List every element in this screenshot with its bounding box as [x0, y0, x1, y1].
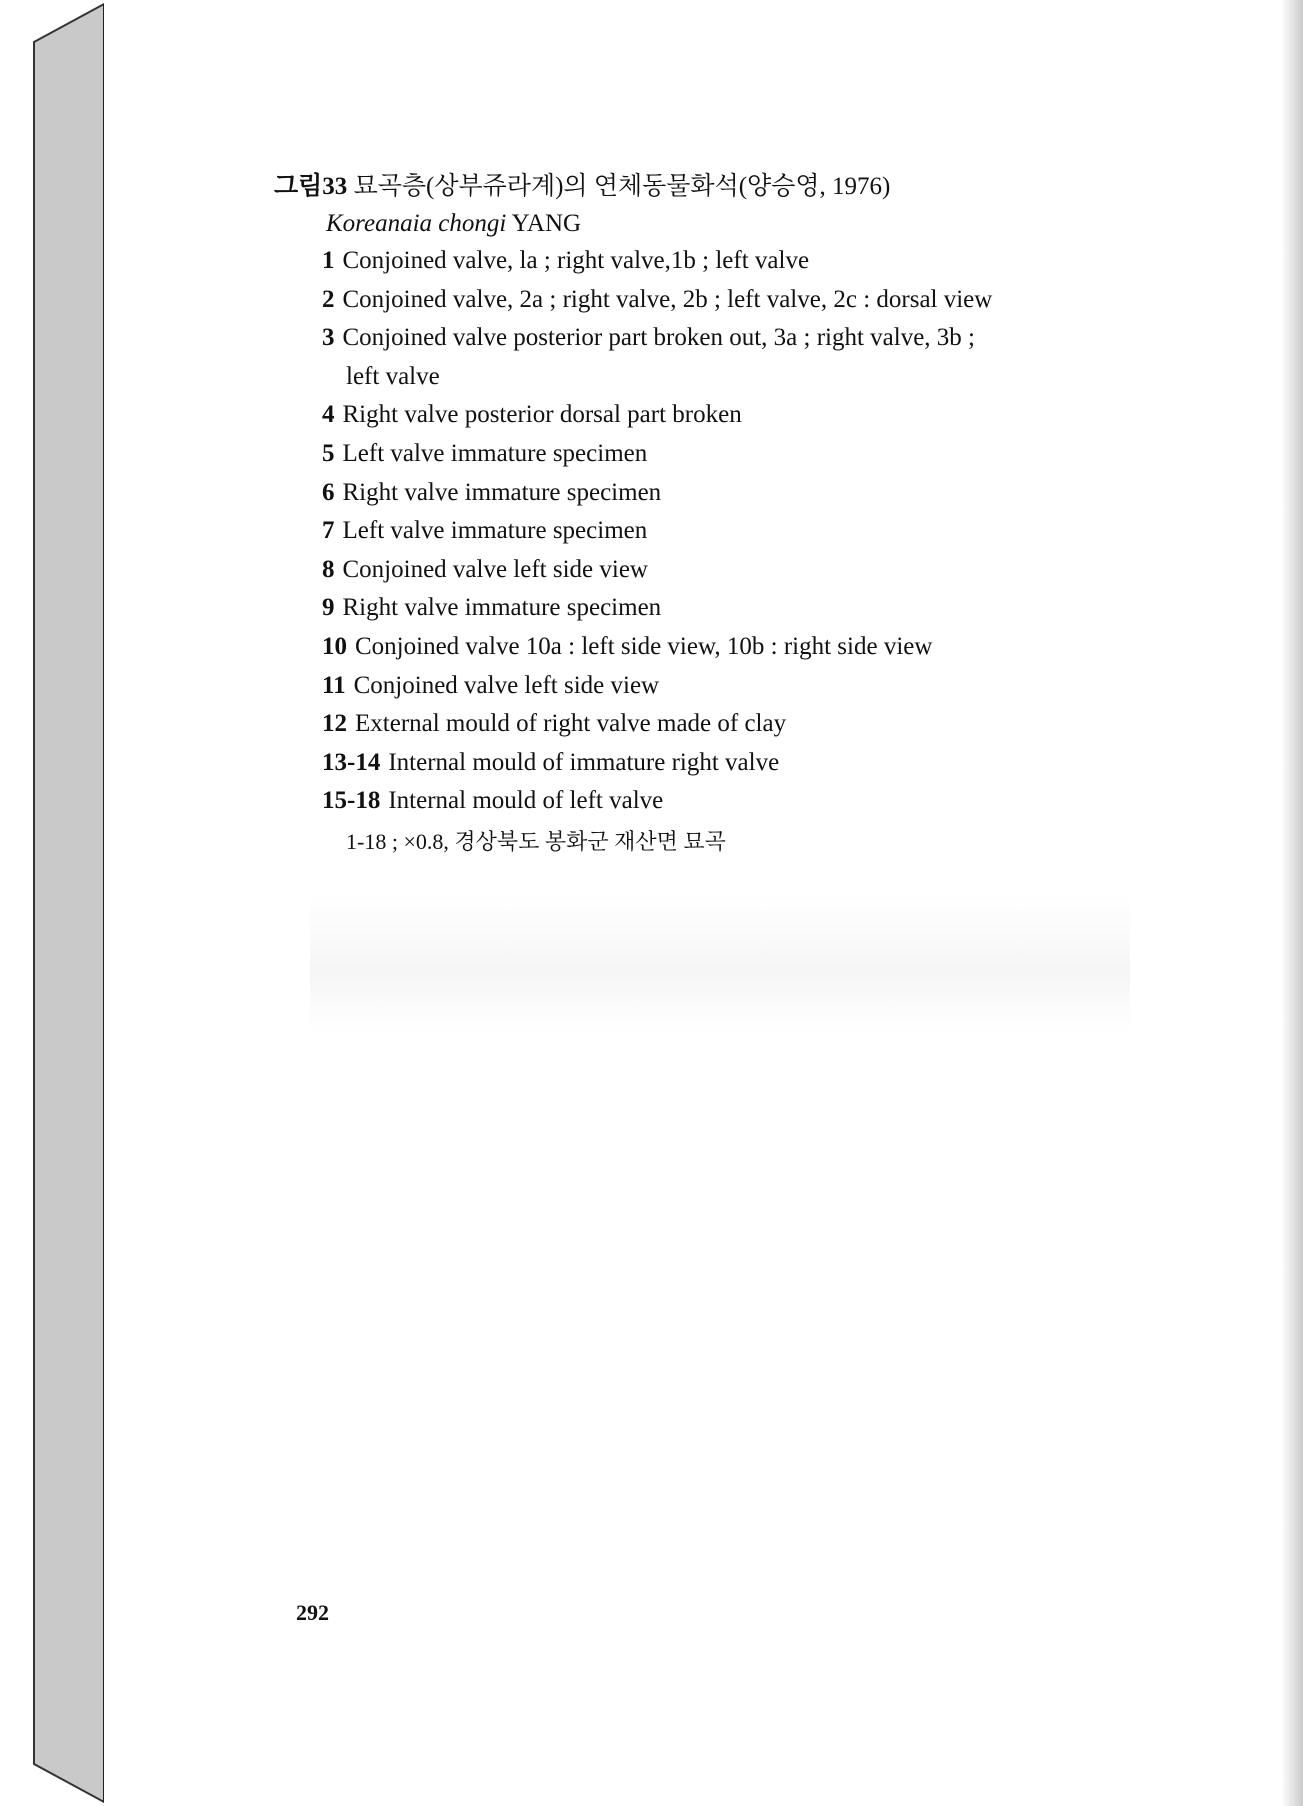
species-line: [274, 206, 1174, 242]
figure-title: 묘곡층(상부쥬라계)의 연체동물화석(양승영, 1976): [353, 173, 891, 200]
caption-item-text: Left valve immature specimen: [342, 439, 648, 467]
caption-item-text: Internal mould of left valve: [388, 787, 664, 815]
caption-item-text: Conjoined valve left side view: [353, 671, 660, 699]
caption-title: [274, 168, 1174, 206]
caption-item-continuation: left valve: [346, 362, 440, 390]
caption-item: [322, 474, 1174, 513]
caption-item-text: Right valve immature specimen: [342, 478, 662, 506]
caption-item-text: Conjoined valve left side view: [342, 555, 648, 583]
caption-item-number: 11: [322, 671, 346, 699]
caption-item-number: 6: [322, 478, 335, 506]
caption-item-number: 12: [322, 710, 347, 738]
caption-item: [322, 667, 1174, 706]
caption-item-text: Conjoined valve, 2a ; right valve, 2b ; left valve, 2c : dorsal view: [342, 285, 993, 313]
faint-show-through-area: [310, 895, 1130, 1035]
caption-item-number: 9: [322, 594, 335, 622]
caption-item-text: Conjoined valve, la ; right valve,1b ; left valve: [342, 247, 810, 274]
caption-item-list: [274, 242, 1174, 821]
caption-item-text: Conjoined valve 10a : left side view, 10b : right side view: [355, 632, 933, 660]
scale-note: 1-18 ; ×0.8, 경상북도 봉화군 재산면 묘곡: [346, 828, 726, 854]
caption-item-number: 1: [322, 247, 335, 274]
caption-item: [322, 281, 1174, 320]
caption-item: [322, 589, 1174, 628]
caption-item: [322, 744, 1174, 783]
caption-item-number: 13-14: [322, 748, 381, 776]
figure-caption: [274, 168, 1174, 861]
species-author: YANG: [511, 210, 582, 237]
caption-item-text: External mould of right valve made of clay: [355, 710, 787, 738]
book-spine: [34, 4, 104, 1802]
caption-item-number: 8: [322, 555, 335, 583]
caption-item-number: 5: [322, 439, 335, 467]
page-number: 292: [296, 1600, 329, 1625]
caption-item: [322, 396, 1174, 435]
caption-item-text: Right valve immature specimen: [342, 594, 662, 622]
caption-item-text: Right valve posterior dorsal part broken: [342, 401, 742, 429]
caption-item-number: 15-18: [322, 787, 381, 815]
caption-item: [322, 242, 1174, 281]
caption-item-number: 3: [322, 324, 335, 352]
caption-item-number: 10: [322, 632, 347, 660]
page-edge-shadow: [1281, 0, 1303, 1806]
caption-item-number: 4: [322, 401, 335, 429]
caption-item: [322, 512, 1174, 551]
caption-item-text: Internal mould of immature right valve: [388, 748, 780, 776]
caption-item: [322, 319, 1174, 396]
caption-item: [322, 782, 1174, 821]
caption-item: [322, 705, 1174, 744]
figure-label: 그림33: [274, 173, 348, 200]
species-name: Koreanaia chongi: [326, 210, 507, 237]
caption-item-number: 7: [322, 517, 335, 545]
caption-item-number: 2: [322, 285, 335, 313]
caption-item: [322, 628, 1174, 667]
caption-item: [322, 551, 1174, 590]
caption-item: [322, 435, 1174, 474]
caption-item-text: Conjoined valve posterior part broken out, 3a ; right valve, 3b ;: [342, 324, 975, 352]
caption-item-text: Left valve immature specimen: [342, 517, 648, 545]
